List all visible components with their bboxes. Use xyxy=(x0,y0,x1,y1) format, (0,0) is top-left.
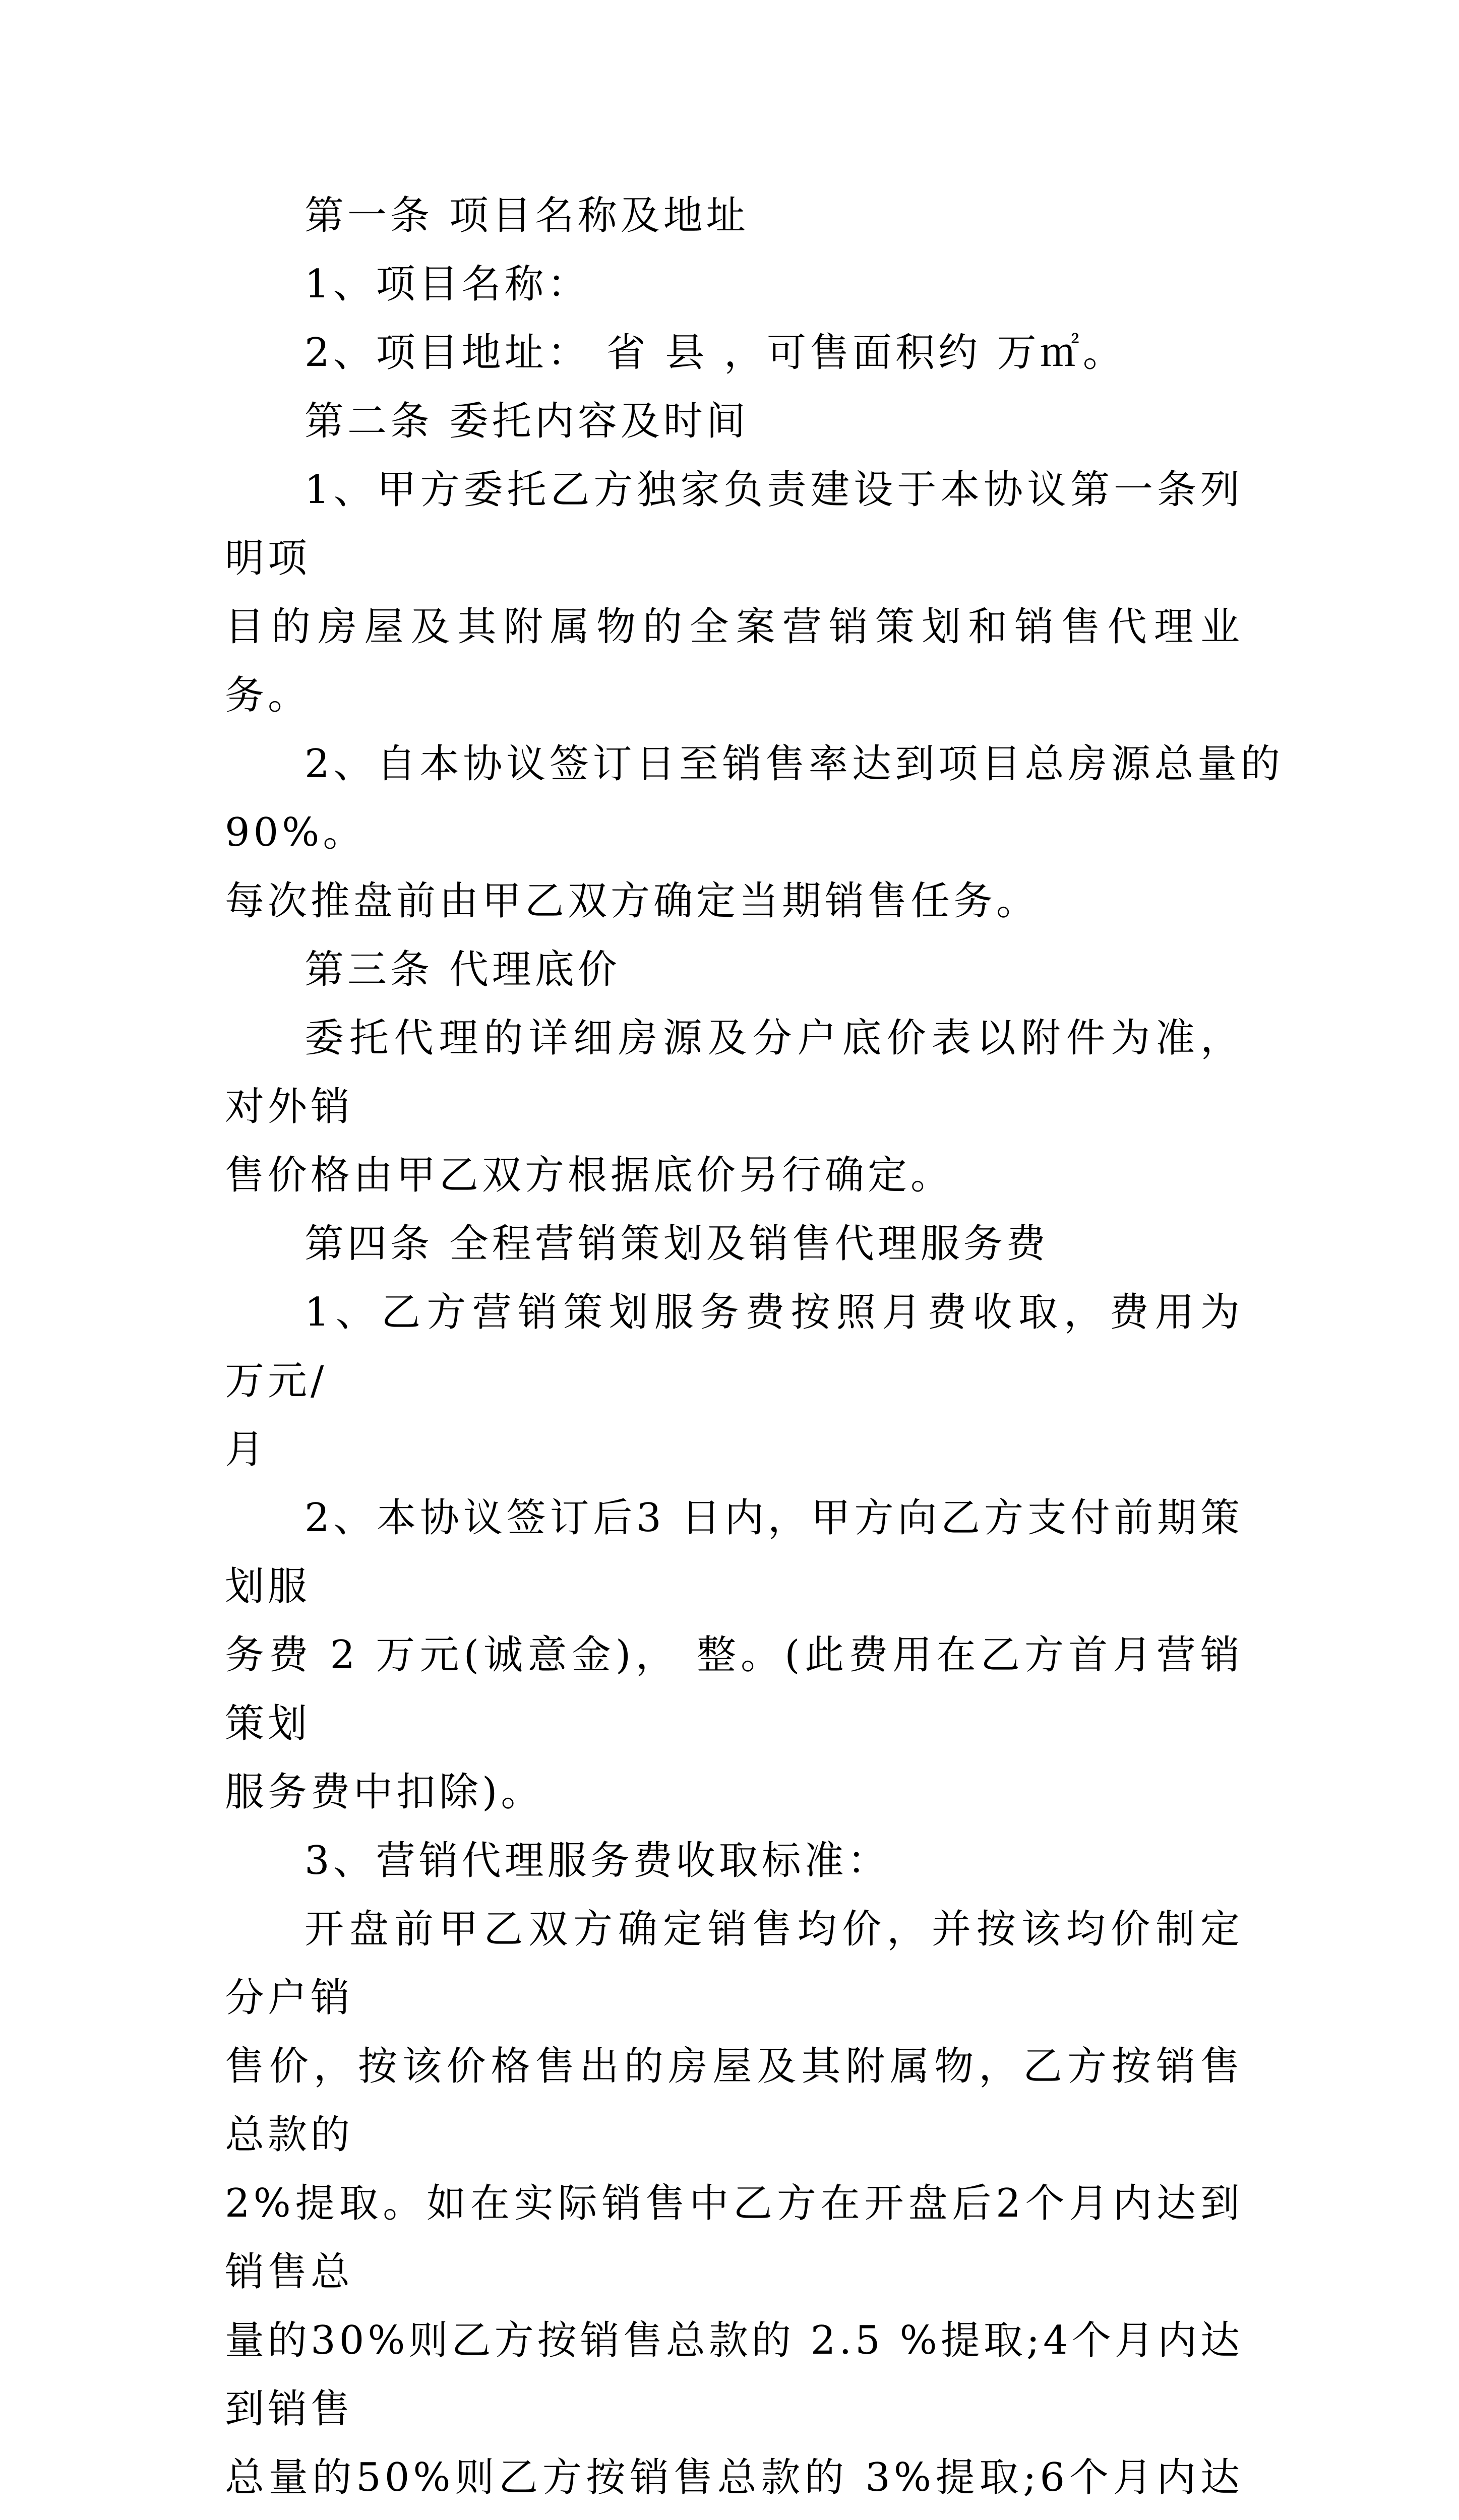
text-line: 1、甲方委托乙方独家负责建设于本协议第一条列明项 xyxy=(225,467,1243,581)
text-line: 目的房屋及其附属物的全案营销策划和销售代理业务。 xyxy=(225,604,1243,718)
text-line: 第二条 委托内容及时间 xyxy=(305,399,749,444)
text-line: 1、项目名称： xyxy=(305,262,590,307)
text-line: 售价格由甲乙双方根据底价另行确定。 xyxy=(225,1153,954,1198)
document-body xyxy=(225,181,1284,2520)
text-line: 2、本协议签订后3 日内，甲方向乙方支付前期策划服 xyxy=(225,1495,1243,1609)
commission-paragraph xyxy=(225,1895,1243,2520)
base-price-paragraph xyxy=(225,1004,1243,1210)
article-4-heading xyxy=(225,1210,1243,1278)
text-line: 月 xyxy=(225,1427,268,1472)
text-line: 第一条 项目名称及地址 xyxy=(305,193,749,238)
text-line: 1、乙方营销策划服务费按照月费收取，费用为 万元/ xyxy=(225,1290,1243,1404)
entrustment-scope-paragraph xyxy=(225,456,1243,730)
text-line: 2、自本协议签订日至销售率达到项目总房源总量的90%。 xyxy=(225,741,1284,855)
text-line: 每次推盘前由甲乙双方确定当期销售任务。 xyxy=(225,878,1040,924)
text-line: 服务费中扣除)。 xyxy=(225,1770,544,1815)
article-1-heading xyxy=(225,181,1243,250)
text-line: 开盘前甲乙双方确定销售均价，并按该均价制定分户销 xyxy=(225,1907,1243,2021)
text-line: 委托代理的详细房源及分户底价表以附件为准，对外销 xyxy=(225,1016,1243,1129)
text-line: 第三条 代理底价 xyxy=(305,947,621,992)
text-line: 总量的50%则乙方按销售总款的 3%提取;6个月内达 xyxy=(225,2455,1243,2500)
entrustment-period-paragraph xyxy=(225,730,1284,935)
article-3-heading xyxy=(225,935,1243,1004)
text-line: 量的30%则乙方按销售总款的 2.5 %提取;4个月内达到销售 xyxy=(225,2318,1243,2432)
project-address-item xyxy=(225,319,1243,387)
fee-standard-heading xyxy=(225,1826,1243,1895)
monthly-fee-paragraph xyxy=(225,1278,1243,1484)
deposit-paragraph xyxy=(225,1484,1243,1826)
text-line: 3、营销代理服务费收取标准： xyxy=(305,1838,890,1883)
text-line: 售价，按该价格售出的房屋及其附属物，乙方按销售总款的 xyxy=(225,2044,1243,2158)
text-line: 2%提取。如在实际销售中乙方在开盘后2个月内达到销售总 xyxy=(225,2181,1243,2295)
article-2-heading xyxy=(225,387,1243,456)
project-name-item xyxy=(225,250,1243,319)
text-line: 2、项目地址： 省 县 ，可售面积约 万㎡。 xyxy=(305,330,1126,375)
text-line: 第四条 全程营销策划及销售代理服务费 xyxy=(305,1221,1049,1267)
text-line: 务费 2 万元(诚意金)， 整。(此费用在乙方首月营销策划 xyxy=(225,1632,1243,1746)
